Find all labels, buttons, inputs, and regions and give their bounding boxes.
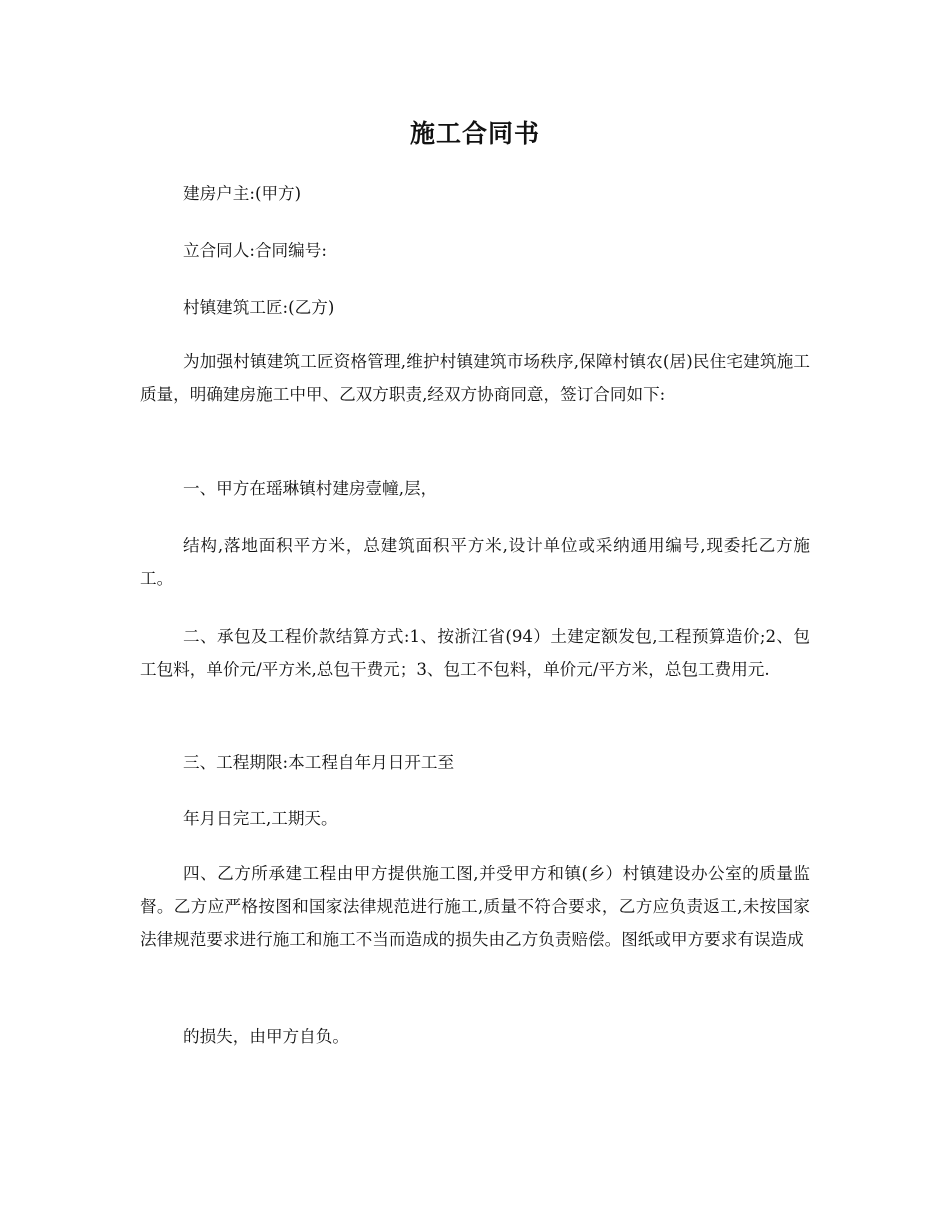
clause-1-paragraph: 一、甲方在瑶琳镇村建房壹幢,层， xyxy=(183,479,438,498)
clause-4-paragraph: 四、乙方所承建工程由甲方提供施工图,并受甲方和镇(乡）村镇建设办公室的质量监督。乙方应严格按图和国家法律规范进行施工,质量不符合要求，乙方应负责返工,未按国家法律规范要求进行施工和施工不当而造成的损失由乙方负责赔偿。图纸或甲方要求有误造成 xyxy=(140,864,810,949)
clause-3-paragraph: 三、工程期限:本工程自年月日开工至 xyxy=(183,753,455,772)
party-b-line: 村镇建筑工匠:(乙方) xyxy=(183,298,335,317)
clause-4-continued-paragraph: 的损失，由甲方自负。 xyxy=(183,1027,349,1046)
clause-3-continued-paragraph: 年月日完工,工期天。 xyxy=(183,809,338,828)
party-a-line: 建房户主:(甲方) xyxy=(183,184,302,203)
preamble-paragraph: 为加强村镇建筑工匠资格管理,维护村镇建筑市场秩序,保障村镇农(居)民住宅建筑施工质量，明确建房施工中甲、乙双方职责,经双方协商同意，签订合同如下: xyxy=(140,352,810,404)
clause-1-continued-paragraph: 结构,落地面积平方米，总建筑面积平方米,设计单位或采纳通用编号,现委托乙方施工。 xyxy=(140,536,810,588)
document-title: 施工合同书 xyxy=(409,119,540,148)
clause-2-paragraph: 二、承包及工程价款结算方式:1、按浙江省(94）土建定额发包,工程预算造价;2、包工包料，单价元/平方米,总包干费元；3、包工不包料，单价元/平方米，总包工费用元. xyxy=(140,627,810,679)
contract-number-line: 立合同人:合同编号: xyxy=(183,241,327,260)
